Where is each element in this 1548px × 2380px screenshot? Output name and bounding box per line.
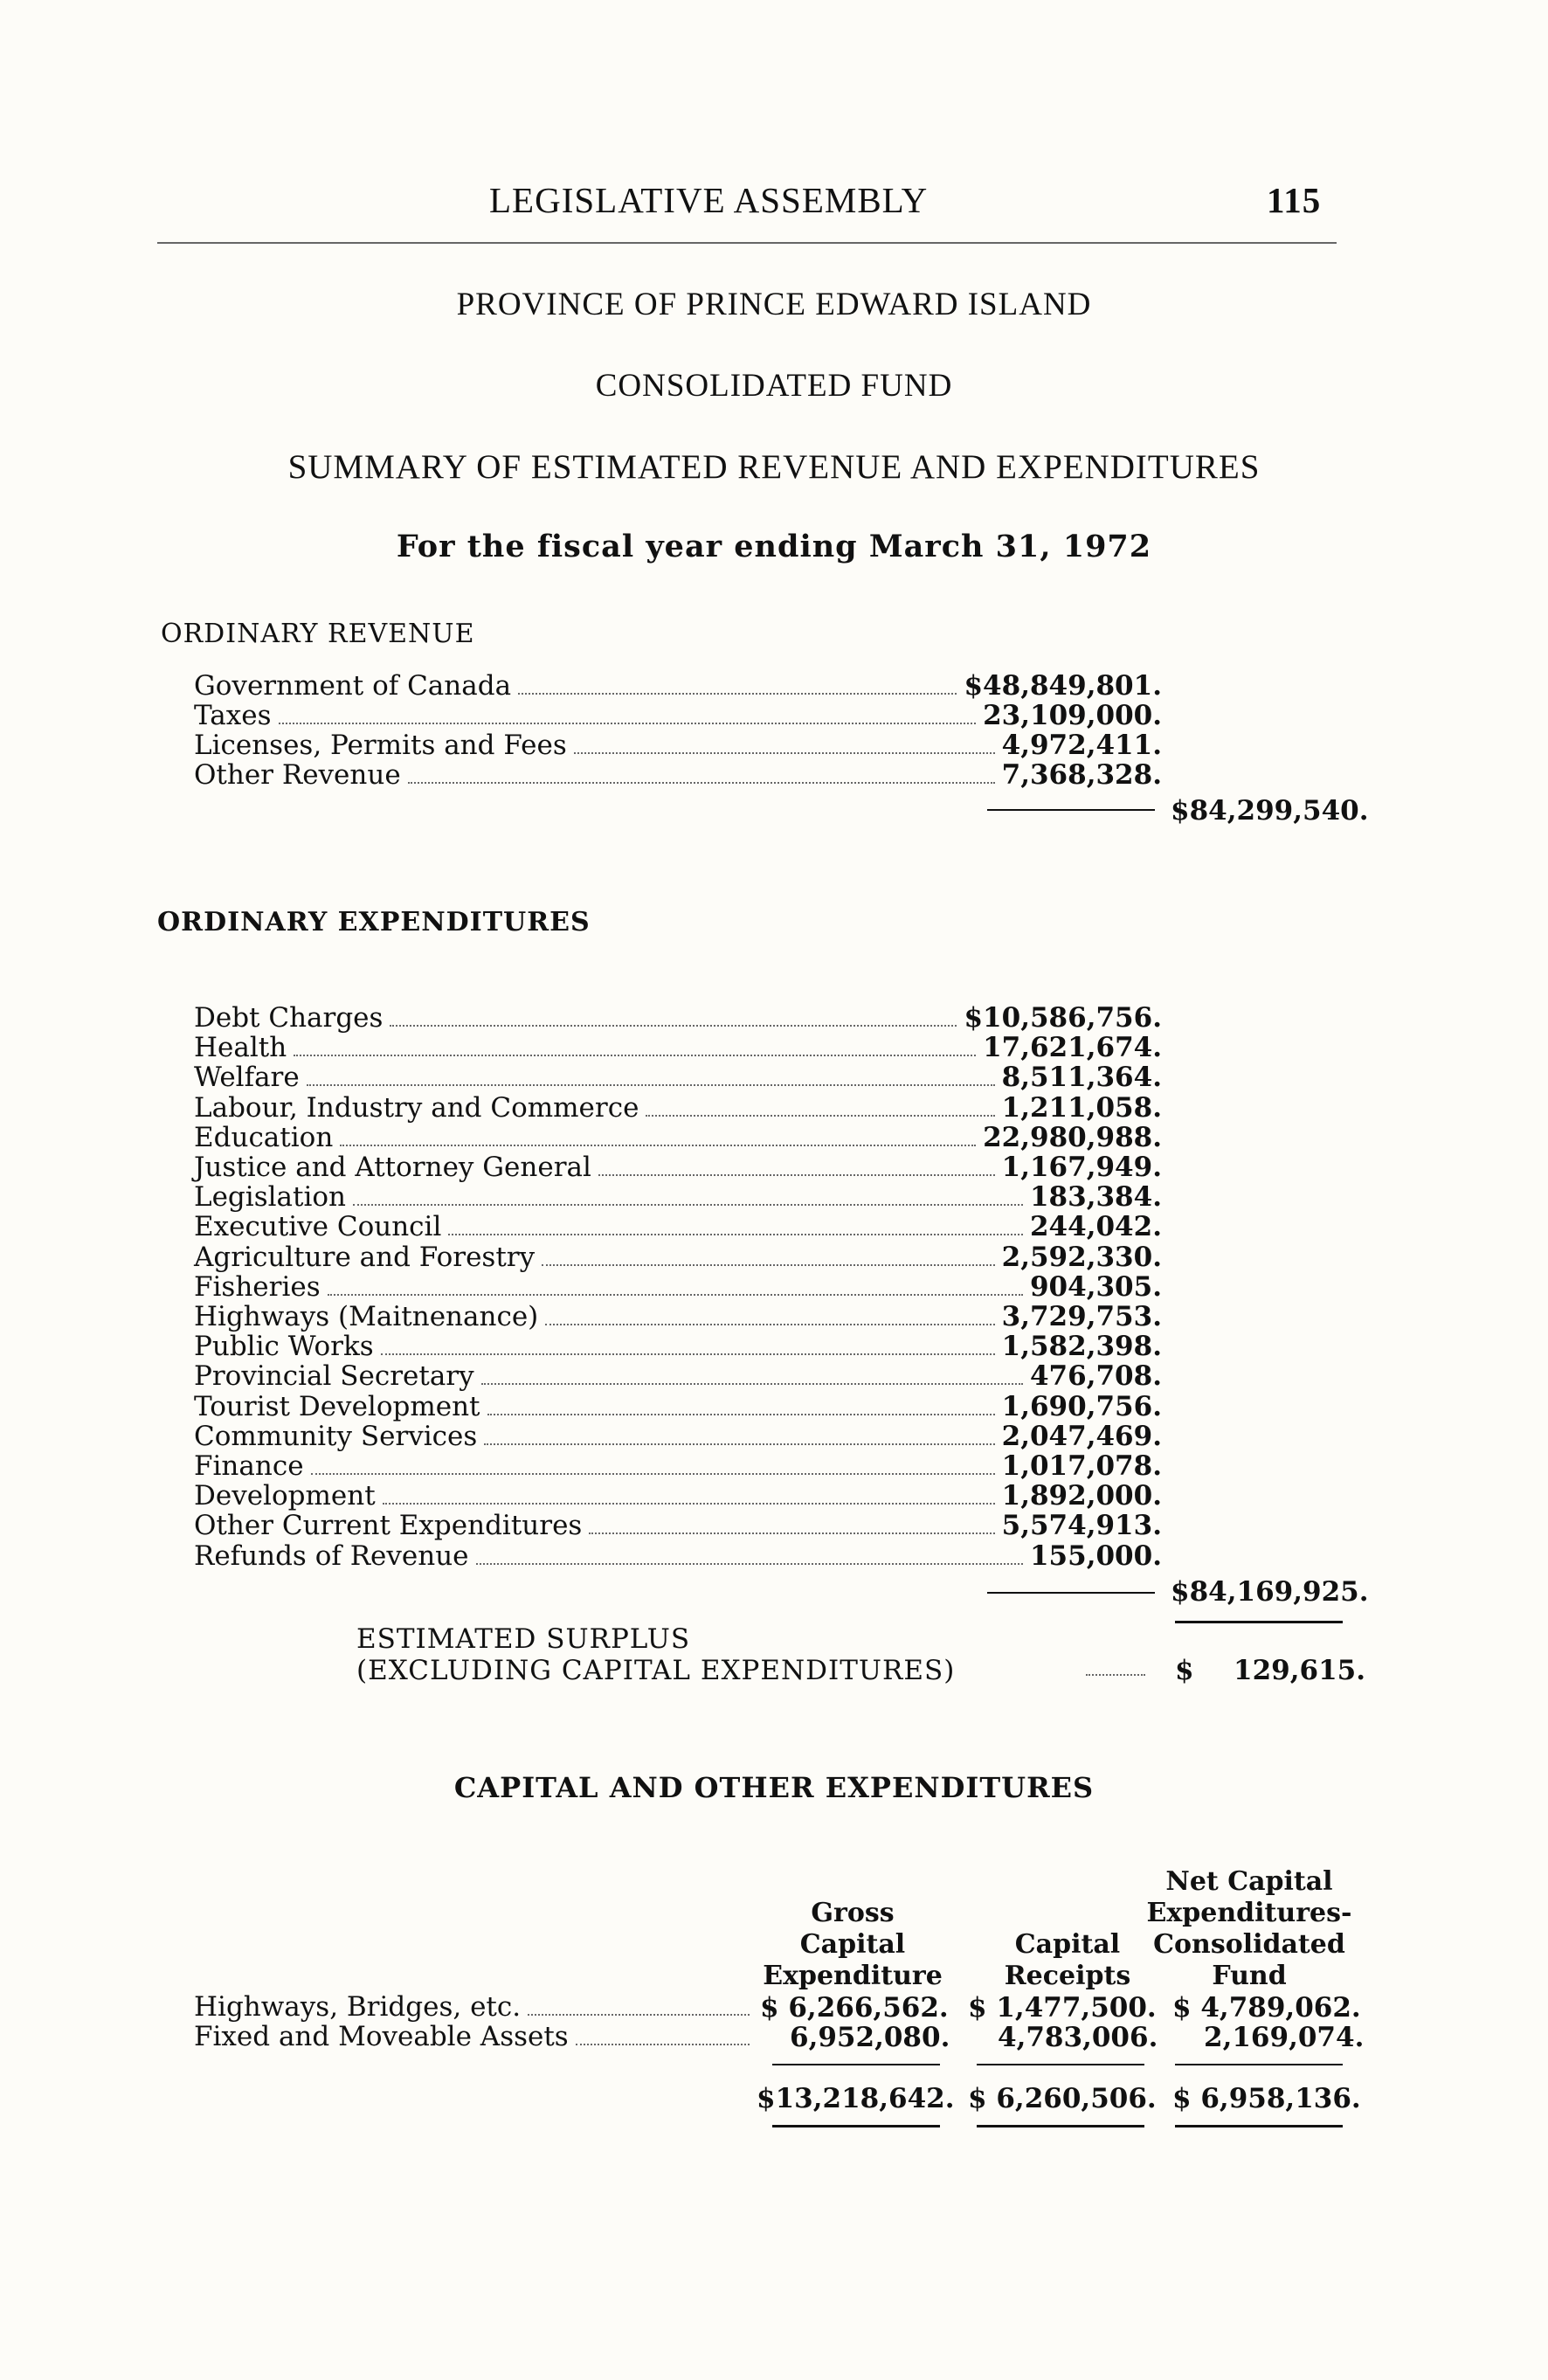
- capital-net: $ 4,789,062.: [1172, 1992, 1361, 2024]
- expenditure-amount: 2,592,330.: [1001, 1242, 1162, 1273]
- expenditure-row: [194, 1511, 1162, 1540]
- expenditure-row: [194, 1332, 1162, 1361]
- expenditure-row: [194, 1242, 1162, 1272]
- capital-receipts-double-rule: [977, 2125, 1144, 2127]
- leader-dots: [481, 1364, 1023, 1385]
- surplus-leader: [1086, 1674, 1145, 1676]
- expenditure-label: Fisheries: [194, 1271, 321, 1303]
- revenue-row: [194, 671, 1162, 701]
- surplus-label-2: (EXCLUDING CAPITAL EXPENDITURES): [356, 1655, 956, 1686]
- leader-dots: [545, 1304, 994, 1325]
- revenue-label: Taxes: [194, 700, 272, 731]
- revenue-label: Other Revenue: [194, 759, 401, 791]
- expenditure-amount: 1,582,398.: [1001, 1331, 1162, 1362]
- capital-net-double-rule: [1175, 2125, 1343, 2127]
- expenditure-label: Agriculture and Forestry: [194, 1242, 536, 1273]
- col-head-net-line: Expenditures-: [1146, 1898, 1352, 1928]
- title-fund: CONSOLIDATED FUND: [595, 368, 953, 404]
- expenditure-amount: 1,892,000.: [1001, 1480, 1162, 1512]
- expenditure-amount: 5,574,913.: [1001, 1510, 1162, 1541]
- leader-dots: [353, 1185, 1023, 1206]
- revenue-row: [194, 760, 1162, 790]
- expenditure-row: [194, 1541, 1162, 1571]
- expenditure-row: [194, 1093, 1162, 1123]
- expenditure-amount: 244,042.: [1029, 1211, 1162, 1242]
- expenditure-label: Community Services: [194, 1421, 478, 1452]
- capital-gross: 6,952,080.: [790, 2022, 950, 2053]
- leader-dots: [542, 1245, 994, 1266]
- expenditure-label: Other Current Expenditures: [194, 1510, 583, 1541]
- expenditure-row: [194, 1422, 1162, 1451]
- expenditure-row: [194, 1062, 1162, 1092]
- title-fiscal-year: For the fiscal year ending March 31, 1972: [396, 529, 1152, 564]
- revenue-amount: 4,972,411.: [1001, 730, 1162, 761]
- expenditure-row: [194, 1361, 1162, 1391]
- col-head-receipts-line: Receipts: [1004, 1961, 1131, 1991]
- capital-receipts: $ 1,477,500.: [968, 1992, 1157, 2024]
- surplus-currency: $: [1175, 1655, 1194, 1686]
- expenditures-total-rule: [1175, 1621, 1343, 1623]
- expenditure-amount: 17,621,674.: [983, 1032, 1162, 1063]
- leader-dots: [448, 1214, 1023, 1235]
- expenditure-label: Highways (Maitnenance): [194, 1301, 539, 1332]
- leader-dots: [476, 1544, 1023, 1565]
- expenditure-label: Public Works: [194, 1331, 374, 1362]
- header-rule: [157, 242, 1337, 244]
- revenue-label: Government of Canada: [194, 670, 512, 702]
- col-head-gross-line: Expenditure: [763, 1961, 943, 1991]
- expenditure-row: [194, 1451, 1162, 1481]
- leader-dots: [381, 1334, 995, 1355]
- revenue-heading: ORDINARY REVENUE: [161, 619, 475, 649]
- expenditure-row: [194, 1033, 1162, 1062]
- expenditure-label: Executive Council: [194, 1211, 442, 1242]
- col-head-net: [1136, 1866, 1363, 1992]
- expenditures-subtotal-rule: [987, 1592, 1155, 1594]
- expenditure-row: [194, 1212, 1162, 1242]
- col-head-net-line: Fund: [1212, 1961, 1287, 1991]
- expenditure-amount: 904,305.: [1029, 1271, 1162, 1303]
- capital-row-label: Fixed and Moveable Assets: [194, 2021, 569, 2052]
- revenue-total: $84,299,540.: [1171, 795, 1369, 827]
- col-head-gross-line: Capital: [799, 1929, 906, 1960]
- revenue-row: [194, 701, 1162, 730]
- capital-receipts-rule: [977, 2064, 1144, 2065]
- capital-gross: $ 6,266,562.: [760, 1992, 949, 2024]
- leader-dots: [487, 1394, 995, 1415]
- title-province: PROVINCE OF PRINCE EDWARD ISLAND: [456, 287, 1092, 322]
- col-head-net-line: Consolidated: [1153, 1929, 1345, 1960]
- expenditure-label: Tourist Development: [194, 1391, 480, 1422]
- capital-total-gross: $13,218,642.: [757, 2083, 955, 2114]
- leader-dots: [598, 1155, 995, 1176]
- col-head-gross-line: Gross: [811, 1898, 895, 1928]
- col-head-net-line: Net Capital: [1165, 1866, 1333, 1897]
- revenue-subtotal-rule: [987, 809, 1155, 811]
- expenditure-row: [194, 1182, 1162, 1212]
- expenditure-amount: 2,047,469.: [1001, 1421, 1162, 1452]
- expenditure-row: [194, 1003, 1162, 1033]
- expenditure-amount: 8,511,364.: [1001, 1062, 1162, 1093]
- page-number: 115: [1267, 180, 1322, 220]
- capital-receipts: 4,783,006.: [998, 2022, 1158, 2053]
- revenue-amount: 7,368,328.: [1001, 759, 1162, 791]
- expenditure-label: Health: [194, 1032, 287, 1063]
- capital-total-net: $ 6,958,136.: [1172, 2083, 1361, 2114]
- expenditure-label: Labour, Industry and Commerce: [194, 1092, 639, 1124]
- expenditure-row: [194, 1272, 1162, 1302]
- capital-row: [194, 1992, 753, 2022]
- capital-gross-rule: [772, 2064, 940, 2065]
- expenditure-amount: 183,384.: [1029, 1181, 1162, 1213]
- expenditure-amount: 476,708.: [1029, 1360, 1162, 1392]
- revenue-amount: 23,109,000.: [983, 700, 1162, 731]
- leader-dots: [307, 1065, 995, 1086]
- leader-dots: [390, 1006, 957, 1027]
- leader-dots: [383, 1484, 995, 1505]
- expenditure-amount: 155,000.: [1029, 1540, 1162, 1572]
- capital-net: 2,169,074.: [1204, 2022, 1365, 2053]
- leader-dots: [484, 1424, 994, 1445]
- capital-row: [194, 2022, 753, 2051]
- col-head-gross: [757, 1898, 949, 1992]
- leader-dots: [311, 1454, 995, 1475]
- col-head-receipts-line: Capital: [1014, 1929, 1121, 1960]
- expenditure-amount: 1,167,949.: [1001, 1152, 1162, 1183]
- expenditure-row: [194, 1392, 1162, 1422]
- capital-heading: CAPITAL AND OTHER EXPENDITURES: [453, 1771, 1095, 1804]
- capital-row-label: Highways, Bridges, etc.: [194, 1991, 522, 2023]
- expenditure-label: Debt Charges: [194, 1002, 384, 1034]
- expenditure-label: Legislation: [194, 1181, 346, 1213]
- leader-dots: [279, 703, 977, 724]
- leader-dots: [340, 1125, 976, 1146]
- expenditure-row: [194, 1302, 1162, 1332]
- expenditure-label: Education: [194, 1122, 334, 1153]
- expenditure-label: Welfare: [194, 1062, 300, 1093]
- leader-dots: [294, 1035, 976, 1056]
- expenditures-heading: ORDINARY EXPENDITURES: [157, 907, 591, 937]
- expenditure-amount: 1,690,756.: [1001, 1391, 1162, 1422]
- leader-dots: [589, 1513, 994, 1534]
- title-summary: SUMMARY OF ESTIMATED REVENUE AND EXPENDITURES: [287, 448, 1261, 486]
- leader-dots: [328, 1275, 1023, 1296]
- leader-dots: [408, 763, 995, 784]
- expenditure-amount: 1,211,058.: [1001, 1092, 1162, 1124]
- leader-dots: [518, 674, 957, 695]
- leader-dots: [576, 2024, 750, 2045]
- expenditure-row: [194, 1481, 1162, 1511]
- surplus-label-1: ESTIMATED SURPLUS: [356, 1623, 691, 1655]
- capital-total-receipts: $ 6,260,506.: [968, 2083, 1157, 2114]
- revenue-row: [194, 730, 1162, 760]
- expenditure-amount: $10,586,756.: [964, 1002, 1162, 1034]
- surplus-amount: 129,615.: [1234, 1655, 1366, 1686]
- leader-dots: [528, 1995, 750, 2016]
- expenditures-total: $84,169,925.: [1171, 1576, 1369, 1608]
- expenditure-amount: 22,980,988.: [983, 1122, 1162, 1153]
- leader-dots: [646, 1096, 994, 1117]
- capital-gross-double-rule: [772, 2125, 940, 2127]
- revenue-amount: $48,849,801.: [964, 670, 1162, 702]
- expenditure-label: Justice and Attorney General: [194, 1152, 591, 1183]
- capital-net-rule: [1175, 2064, 1343, 2065]
- running-header: LEGISLATIVE ASSEMBLY: [489, 180, 929, 220]
- expenditure-label: Provincial Secretary: [194, 1360, 474, 1392]
- expenditure-label: Refunds of Revenue: [194, 1540, 469, 1572]
- expenditure-label: Finance: [194, 1450, 304, 1482]
- leader-dots: [574, 733, 995, 754]
- expenditure-row: [194, 1123, 1162, 1152]
- expenditure-amount: 1,017,078.: [1001, 1450, 1162, 1482]
- expenditure-label: Development: [194, 1480, 376, 1512]
- revenue-label: Licenses, Permits and Fees: [194, 730, 567, 761]
- col-head-receipts: [980, 1929, 1155, 1992]
- expenditure-row: [194, 1152, 1162, 1182]
- expenditure-amount: 3,729,753.: [1001, 1301, 1162, 1332]
